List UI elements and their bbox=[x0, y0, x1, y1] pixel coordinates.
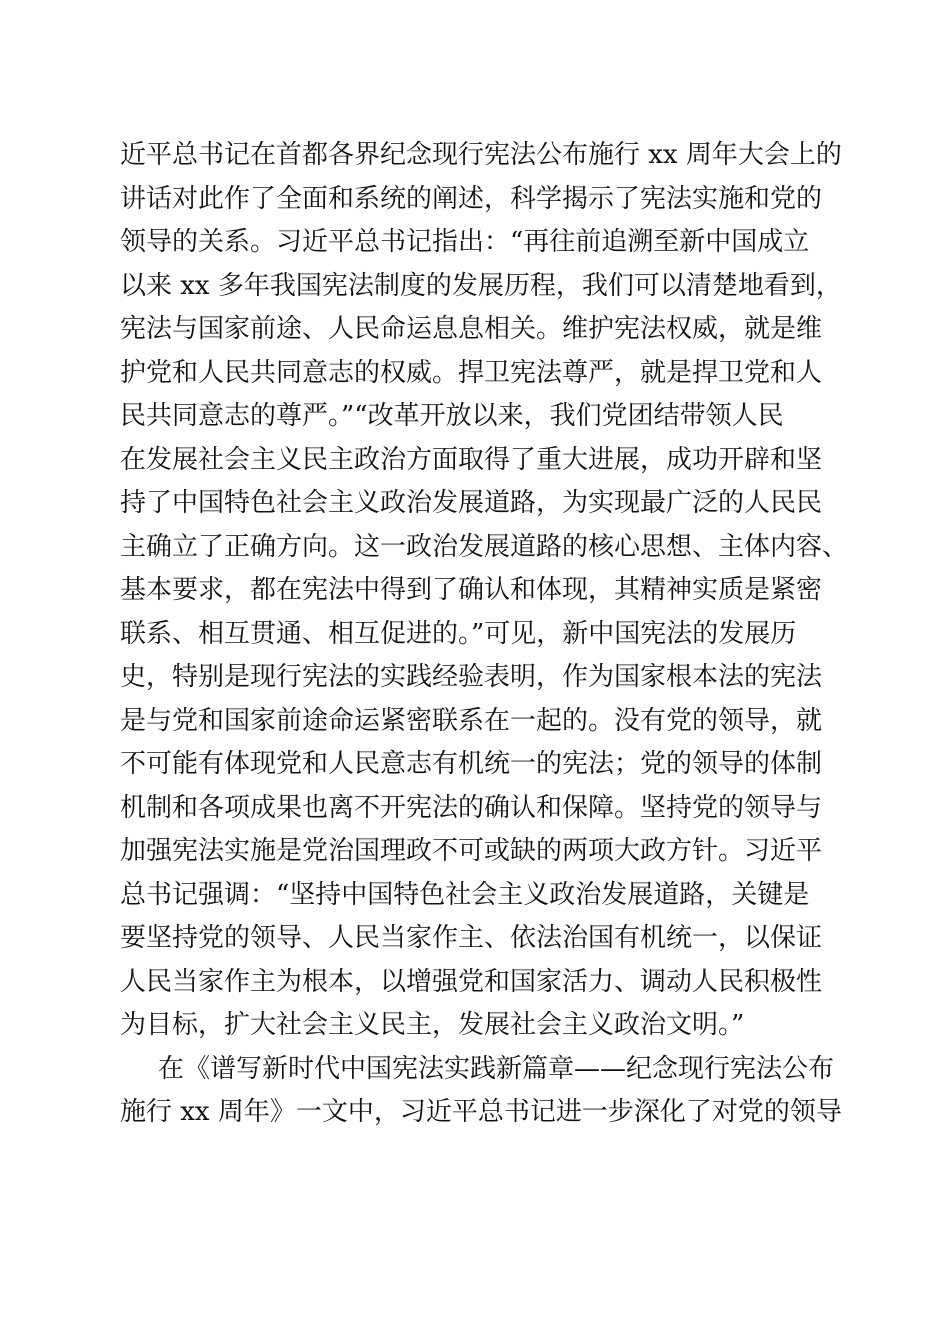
text-line: 宪法与国家前途、人民命运息息相关。维护宪法权威，就是维 bbox=[120, 314, 823, 344]
text-line: 要坚持党的领导、人民当家作主、依法治国有机统一，以保证 bbox=[120, 923, 823, 953]
paragraph-start-line: 在《谱写新时代中国宪法实践新篇章——纪念现行宪法公布 bbox=[158, 1053, 835, 1084]
text-line: 主确立了正确方向。这一政治发展道路的核心思想、主体内容、 bbox=[120, 531, 849, 562]
body-text bbox=[120, 134, 850, 1135]
text-line: 史，特别是现行宪法的实践经验表明，作为国家根本法的宪法 bbox=[120, 662, 823, 692]
text-line: 在发展社会主义民主政治方面取得了重大进展，成功开辟和坚 bbox=[120, 444, 823, 475]
text-line: 总书记强调：“坚持中国特色社会主义政治发展道路，关键是 bbox=[120, 879, 810, 910]
text-line: 持了中国特色社会主义政治发展道路，为实现最广泛的人民民 bbox=[120, 488, 823, 518]
text-line: 人民当家作主为根本，以增强党和国家活力、调动人民积极性 bbox=[120, 966, 823, 997]
text-line: 以来 xx 多年我国宪法制度的发展历程，我们可以清楚地看到， bbox=[120, 270, 842, 301]
text-line: 基本要求，都在宪法中得到了确认和体现，其精神实质是紧密 bbox=[120, 575, 823, 605]
text-line: 加强宪法实施是党治国理政不可或缺的两项大政方针。习近平 bbox=[120, 836, 823, 866]
text-line: 领导的关系。习近平总书记指出：“再往前追溯至新中国成立 bbox=[120, 227, 810, 257]
text-line: 讲话对此作了全面和系统的阐述，科学揭示了宪法实施和党的 bbox=[120, 183, 823, 214]
text-line: 近平总书记在首都各界纪念现行宪法公布施行 xx 周年大会上的 bbox=[120, 140, 842, 170]
text-line: 机制和各项成果也离不开宪法的确认和保障。坚持党的领导与 bbox=[120, 792, 823, 823]
text-line: 联系、相互贯通、相互促进的。”可见，新中国宪法的发展历 bbox=[120, 618, 797, 649]
text-line: 施行 xx 周年》一文中，习近平总书记进一步深化了对党的领导 bbox=[120, 1097, 842, 1127]
text-line: 是与党和国家前途命运紧密联系在一起的。没有党的领导，就 bbox=[120, 705, 823, 736]
text-line: 为目标，扩大社会主义民主，发展社会主义政治文明。” bbox=[120, 1010, 745, 1040]
text-line: 不可能有体现党和人民意志有机统一的宪法；党的领导的体制 bbox=[120, 749, 823, 779]
text-line: 护党和人民共同意志的权威。捍卫宪法尊严，就是捍卫党和人 bbox=[120, 357, 823, 388]
text-line: 民共同意志的尊严。”“改革开放以来，我们党团结带领人民 bbox=[120, 401, 784, 431]
